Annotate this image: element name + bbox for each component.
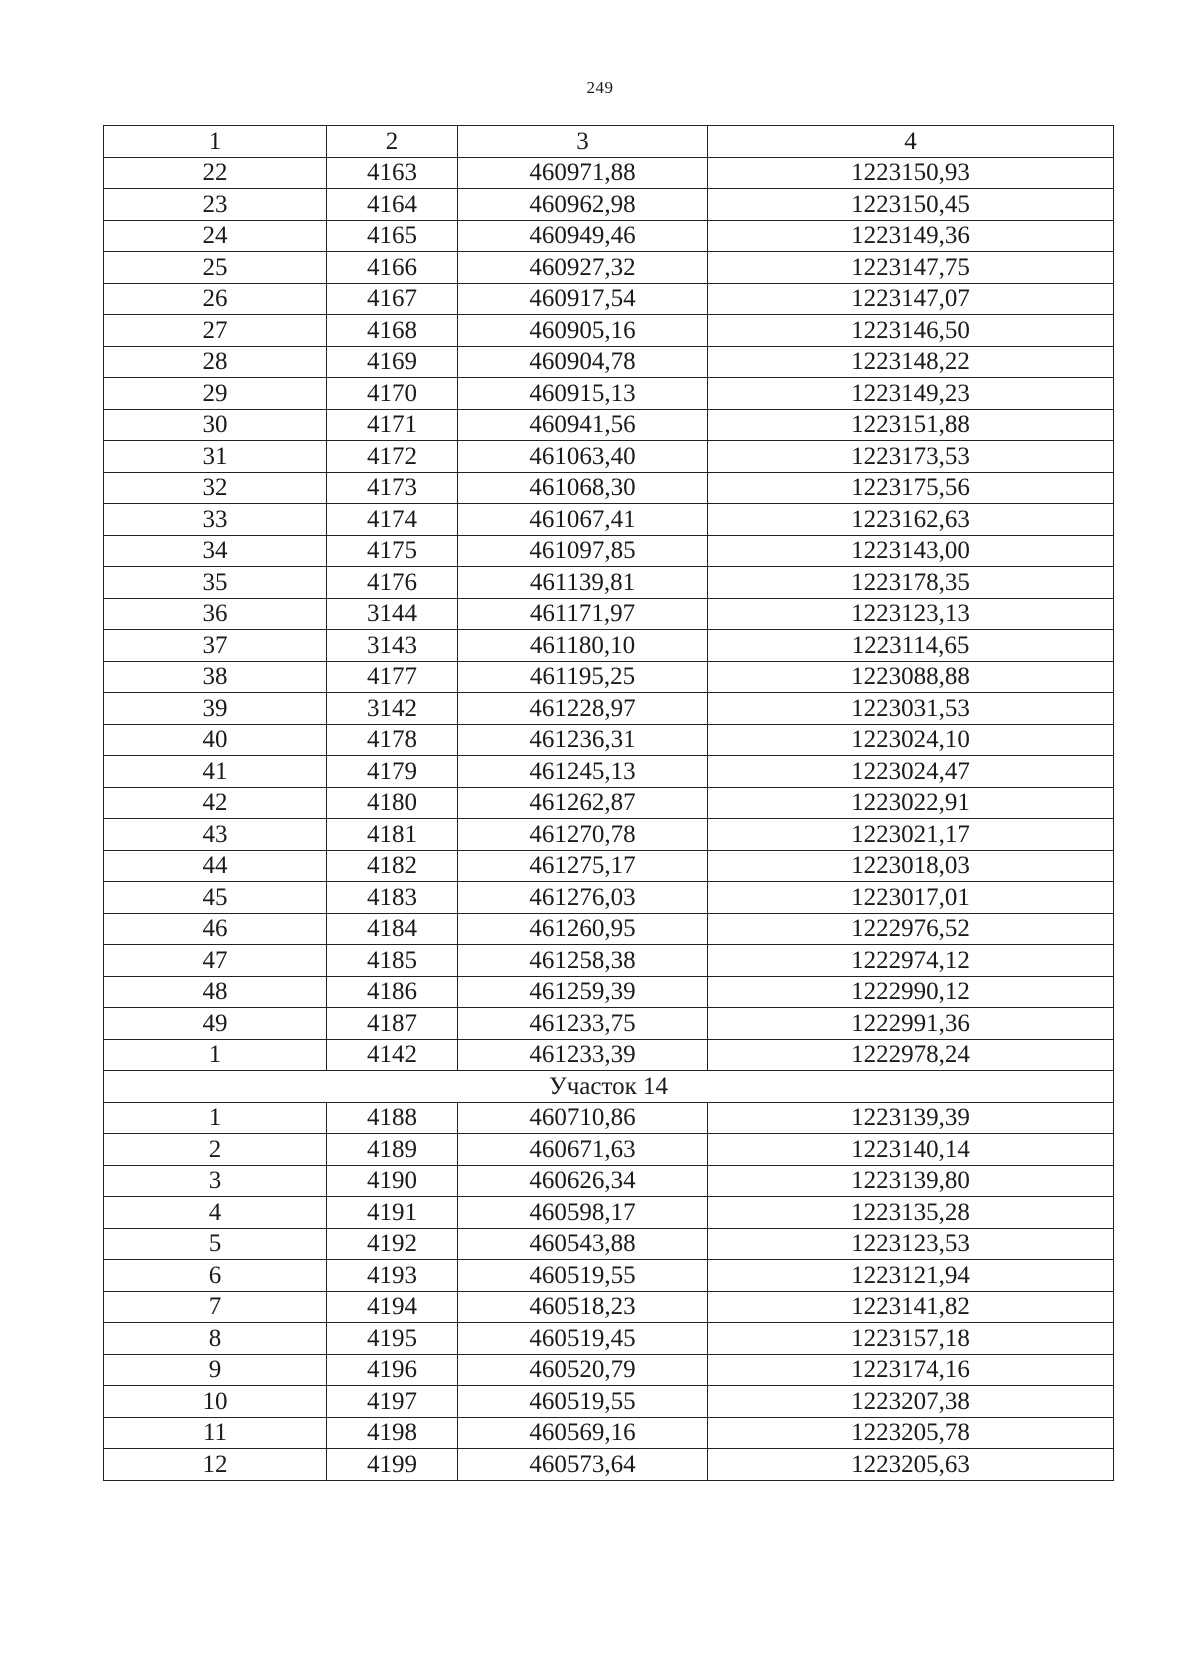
table-cell-col3: 461068,30 xyxy=(458,472,708,504)
table-row xyxy=(104,945,1114,977)
table-row xyxy=(104,976,1114,1008)
table-cell-col1: 32 xyxy=(104,472,327,504)
table-cell-col4: 1223205,78 xyxy=(708,1417,1114,1449)
table-cell-col4: 1223157,18 xyxy=(708,1323,1114,1355)
table-cell-col1: 6 xyxy=(104,1260,327,1292)
table-cell-col2: 3143 xyxy=(327,630,458,662)
table-cell-col1: 27 xyxy=(104,315,327,347)
table-cell-col2: 4196 xyxy=(327,1354,458,1386)
header-row xyxy=(104,126,1114,158)
table-row xyxy=(104,661,1114,693)
table-cell-col2: 4181 xyxy=(327,819,458,851)
table-cell-col2: 4166 xyxy=(327,252,458,284)
table-cell-col2: 4165 xyxy=(327,220,458,252)
table-row xyxy=(104,850,1114,882)
table-cell-col4: 1223147,75 xyxy=(708,252,1114,284)
table-cell-col3: 460671,63 xyxy=(458,1134,708,1166)
table-cell-col2: 4142 xyxy=(327,1039,458,1071)
table-cell-col4: 1222978,24 xyxy=(708,1039,1114,1071)
table-row xyxy=(104,157,1114,189)
table-cell-col3: 461195,25 xyxy=(458,661,708,693)
table-cell-col2: 3142 xyxy=(327,693,458,725)
table-cell-col3: 460573,64 xyxy=(458,1449,708,1481)
table-row xyxy=(104,1417,1114,1449)
table-cell-col3: 460949,46 xyxy=(458,220,708,252)
table-cell-col1: 45 xyxy=(104,882,327,914)
table-cell-col1: 7 xyxy=(104,1291,327,1323)
table-cell-col1: 2 xyxy=(104,1134,327,1166)
table-cell-col3: 460915,13 xyxy=(458,378,708,410)
table-cell-col1: 22 xyxy=(104,157,327,189)
table-cell-col2: 4194 xyxy=(327,1291,458,1323)
table-cell-col4: 1223031,53 xyxy=(708,693,1114,725)
table-cell-col3: 460962,98 xyxy=(458,189,708,221)
table-row xyxy=(104,1323,1114,1355)
table-cell-col4: 1222991,36 xyxy=(708,1008,1114,1040)
table-cell-col2: 4177 xyxy=(327,661,458,693)
table-cell-col4: 1222976,52 xyxy=(708,913,1114,945)
table-cell-col4: 1223207,38 xyxy=(708,1386,1114,1418)
table-cell-col4: 1223143,00 xyxy=(708,535,1114,567)
table-cell-col1: 36 xyxy=(104,598,327,630)
table-cell-col4: 1223018,03 xyxy=(708,850,1114,882)
table-cell-col4: 1223088,88 xyxy=(708,661,1114,693)
table-row xyxy=(104,535,1114,567)
table-row xyxy=(104,630,1114,662)
table-cell-col2: 4171 xyxy=(327,409,458,441)
table-cell-col3: 461233,75 xyxy=(458,1008,708,1040)
table-cell-col3: 460518,23 xyxy=(458,1291,708,1323)
table-cell-col3: 461270,78 xyxy=(458,819,708,851)
table-cell-col3: 461171,97 xyxy=(458,598,708,630)
table-cell-col3: 460710,86 xyxy=(458,1102,708,1134)
table-cell-col2: 4198 xyxy=(327,1417,458,1449)
table-cell-col4: 1223205,63 xyxy=(708,1449,1114,1481)
table-row xyxy=(104,346,1114,378)
table-cell-col3: 461260,95 xyxy=(458,913,708,945)
table-cell-col4: 1223151,88 xyxy=(708,409,1114,441)
table-row xyxy=(104,1260,1114,1292)
table-row xyxy=(104,819,1114,851)
table-cell-col1: 4 xyxy=(104,1197,327,1229)
table-cell-col1: 8 xyxy=(104,1323,327,1355)
table-row xyxy=(104,1197,1114,1229)
table-cell-col2: 4188 xyxy=(327,1102,458,1134)
table-cell-col4: 1223148,22 xyxy=(708,346,1114,378)
table-cell-col1: 41 xyxy=(104,756,327,788)
table-cell-col4: 1223140,14 xyxy=(708,1134,1114,1166)
table-cell-col2: 4173 xyxy=(327,472,458,504)
table-cell-col4: 1223114,65 xyxy=(708,630,1114,662)
table-cell-col4: 1223024,10 xyxy=(708,724,1114,756)
table-cell-col1: 3 xyxy=(104,1165,327,1197)
table-cell-col2: 4184 xyxy=(327,913,458,945)
table-cell-col3: 460941,56 xyxy=(458,409,708,441)
table-cell-col1: 40 xyxy=(104,724,327,756)
table-body-part2 xyxy=(104,1102,1114,1480)
table-cell-col1: 30 xyxy=(104,409,327,441)
table-cell-col1: 12 xyxy=(104,1449,327,1481)
table-cell-col4: 1223021,17 xyxy=(708,819,1114,851)
table-cell-col4: 1223149,23 xyxy=(708,378,1114,410)
table-row xyxy=(104,882,1114,914)
table-row xyxy=(104,441,1114,473)
table-cell-col1: 29 xyxy=(104,378,327,410)
table-row xyxy=(104,1354,1114,1386)
table-cell-col1: 38 xyxy=(104,661,327,693)
table-cell-col4: 1223149,36 xyxy=(708,220,1114,252)
table-cell-col3: 460519,55 xyxy=(458,1260,708,1292)
table-cell-col2: 4176 xyxy=(327,567,458,599)
table-cell-col4: 1223139,39 xyxy=(708,1102,1114,1134)
table-row xyxy=(104,913,1114,945)
table-cell-col1: 31 xyxy=(104,441,327,473)
table-cell-col4: 1223135,28 xyxy=(708,1197,1114,1229)
table-row xyxy=(104,693,1114,725)
table-cell-col3: 461233,39 xyxy=(458,1039,708,1071)
table-cell-col2: 4175 xyxy=(327,535,458,567)
table-cell-col4: 1223150,93 xyxy=(708,157,1114,189)
table-body-part1 xyxy=(104,157,1114,1071)
coordinates-table xyxy=(103,125,1114,1481)
table-cell-col2: 4193 xyxy=(327,1260,458,1292)
table-cell-col2: 4178 xyxy=(327,724,458,756)
table-cell-col1: 26 xyxy=(104,283,327,315)
table-cell-col4: 1223150,45 xyxy=(708,189,1114,221)
table-row xyxy=(104,1228,1114,1260)
table-cell-col3: 461180,10 xyxy=(458,630,708,662)
section-title: Участок 14 xyxy=(104,1071,1114,1103)
table-cell-col2: 4168 xyxy=(327,315,458,347)
table-row xyxy=(104,283,1114,315)
page-number: 249 xyxy=(586,78,614,97)
table-cell-col1: 43 xyxy=(104,819,327,851)
table-cell-col2: 4199 xyxy=(327,1449,458,1481)
table-cell-col2: 4187 xyxy=(327,1008,458,1040)
table-cell-col1: 47 xyxy=(104,945,327,977)
table-row xyxy=(104,1039,1114,1071)
table-cell-col2: 4192 xyxy=(327,1228,458,1260)
table-cell-col3: 460569,16 xyxy=(458,1417,708,1449)
table-cell-col3: 461258,38 xyxy=(458,945,708,977)
table-row xyxy=(104,1165,1114,1197)
table-cell-col1: 42 xyxy=(104,787,327,819)
table-cell-col1: 25 xyxy=(104,252,327,284)
table-cell-col4: 1223175,56 xyxy=(708,472,1114,504)
table-cell-col3: 460520,79 xyxy=(458,1354,708,1386)
table-cell-col4: 1223123,53 xyxy=(708,1228,1114,1260)
section-row xyxy=(104,1071,1114,1103)
table-cell-col3: 461097,85 xyxy=(458,535,708,567)
table-cell-col2: 4185 xyxy=(327,945,458,977)
table-cell-col4: 1223024,47 xyxy=(708,756,1114,788)
table-row xyxy=(104,220,1114,252)
table-cell-col3: 461228,97 xyxy=(458,693,708,725)
table-cell-col3: 461245,13 xyxy=(458,756,708,788)
table-cell-col2: 4195 xyxy=(327,1323,458,1355)
table-cell-col4: 1223147,07 xyxy=(708,283,1114,315)
table-cell-col1: 28 xyxy=(104,346,327,378)
table-row xyxy=(104,1134,1114,1166)
section-row-group xyxy=(104,1071,1114,1103)
table-cell-col1: 48 xyxy=(104,976,327,1008)
table-cell-col3: 460598,17 xyxy=(458,1197,708,1229)
table-row xyxy=(104,787,1114,819)
table-row xyxy=(104,315,1114,347)
table-cell-col1: 49 xyxy=(104,1008,327,1040)
table-cell-col3: 460626,34 xyxy=(458,1165,708,1197)
table-cell-col2: 4189 xyxy=(327,1134,458,1166)
table-cell-col3: 460543,88 xyxy=(458,1228,708,1260)
table-cell-col1: 34 xyxy=(104,535,327,567)
table-row xyxy=(104,756,1114,788)
header-cell-3: 3 xyxy=(458,126,708,158)
table-cell-col2: 4164 xyxy=(327,189,458,221)
table-cell-col1: 5 xyxy=(104,1228,327,1260)
table-cell-col2: 4174 xyxy=(327,504,458,536)
table-cell-col3: 461067,41 xyxy=(458,504,708,536)
table-row xyxy=(104,598,1114,630)
table-cell-col4: 1223162,63 xyxy=(708,504,1114,536)
table-cell-col2: 4180 xyxy=(327,787,458,819)
table-cell-col1: 35 xyxy=(104,567,327,599)
table-cell-col1: 23 xyxy=(104,189,327,221)
table-cell-col4: 1223121,94 xyxy=(708,1260,1114,1292)
table-cell-col1: 37 xyxy=(104,630,327,662)
table-cell-col1: 33 xyxy=(104,504,327,536)
table-cell-col3: 461236,31 xyxy=(458,724,708,756)
table-cell-col4: 1223146,50 xyxy=(708,315,1114,347)
table-cell-col4: 1223139,80 xyxy=(708,1165,1114,1197)
table-cell-col3: 461259,39 xyxy=(458,976,708,1008)
table-row xyxy=(104,504,1114,536)
table-cell-col3: 460971,88 xyxy=(458,157,708,189)
table-cell-col3: 460905,16 xyxy=(458,315,708,347)
table-row xyxy=(104,724,1114,756)
table-cell-col2: 4190 xyxy=(327,1165,458,1197)
table-cell-col2: 4170 xyxy=(327,378,458,410)
table-cell-col2: 4179 xyxy=(327,756,458,788)
table-row xyxy=(104,1008,1114,1040)
table-cell-col3: 461262,87 xyxy=(458,787,708,819)
table-row xyxy=(104,252,1114,284)
table-cell-col2: 4182 xyxy=(327,850,458,882)
table-cell-col4: 1223173,53 xyxy=(708,441,1114,473)
table-cell-col2: 4191 xyxy=(327,1197,458,1229)
table-cell-col2: 4197 xyxy=(327,1386,458,1418)
table-cell-col2: 4167 xyxy=(327,283,458,315)
table-cell-col1: 1 xyxy=(104,1039,327,1071)
table-cell-col1: 24 xyxy=(104,220,327,252)
table-cell-col1: 39 xyxy=(104,693,327,725)
table-cell-col3: 460927,32 xyxy=(458,252,708,284)
table-cell-col2: 4183 xyxy=(327,882,458,914)
table-cell-col1: 10 xyxy=(104,1386,327,1418)
table-row xyxy=(104,567,1114,599)
table-row xyxy=(104,1386,1114,1418)
table-cell-col4: 1222990,12 xyxy=(708,976,1114,1008)
table-cell-col3: 460519,45 xyxy=(458,1323,708,1355)
table-cell-col3: 460519,55 xyxy=(458,1386,708,1418)
table-row xyxy=(104,189,1114,221)
header-cell-1: 1 xyxy=(104,126,327,158)
table-cell-col1: 46 xyxy=(104,913,327,945)
table-cell-col2: 4186 xyxy=(327,976,458,1008)
table-cell-col3: 461276,03 xyxy=(458,882,708,914)
table-cell-col3: 460904,78 xyxy=(458,346,708,378)
header-cell-4: 4 xyxy=(708,126,1114,158)
table-row xyxy=(104,1449,1114,1481)
table-cell-col4: 1223178,35 xyxy=(708,567,1114,599)
table-cell-col2: 4169 xyxy=(327,346,458,378)
table-row xyxy=(104,378,1114,410)
table-cell-col4: 1223174,16 xyxy=(708,1354,1114,1386)
table-cell-col4: 1223123,13 xyxy=(708,598,1114,630)
table-cell-col2: 4163 xyxy=(327,157,458,189)
table-cell-col1: 1 xyxy=(104,1102,327,1134)
table-cell-col4: 1223022,91 xyxy=(708,787,1114,819)
table-cell-col4: 1222974,12 xyxy=(708,945,1114,977)
table-row xyxy=(104,1291,1114,1323)
table-cell-col3: 461139,81 xyxy=(458,567,708,599)
table-row xyxy=(104,1102,1114,1134)
table-cell-col2: 4172 xyxy=(327,441,458,473)
table-cell-col1: 44 xyxy=(104,850,327,882)
table-cell-col4: 1223017,01 xyxy=(708,882,1114,914)
table-cell-col1: 9 xyxy=(104,1354,327,1386)
table-cell-col4: 1223141,82 xyxy=(708,1291,1114,1323)
table-cell-col2: 3144 xyxy=(327,598,458,630)
table-cell-col3: 461275,17 xyxy=(458,850,708,882)
table-cell-col3: 461063,40 xyxy=(458,441,708,473)
table-row xyxy=(104,472,1114,504)
table-cell-col3: 460917,54 xyxy=(458,283,708,315)
table-row xyxy=(104,409,1114,441)
table-cell-col1: 11 xyxy=(104,1417,327,1449)
header-cell-2: 2 xyxy=(327,126,458,158)
